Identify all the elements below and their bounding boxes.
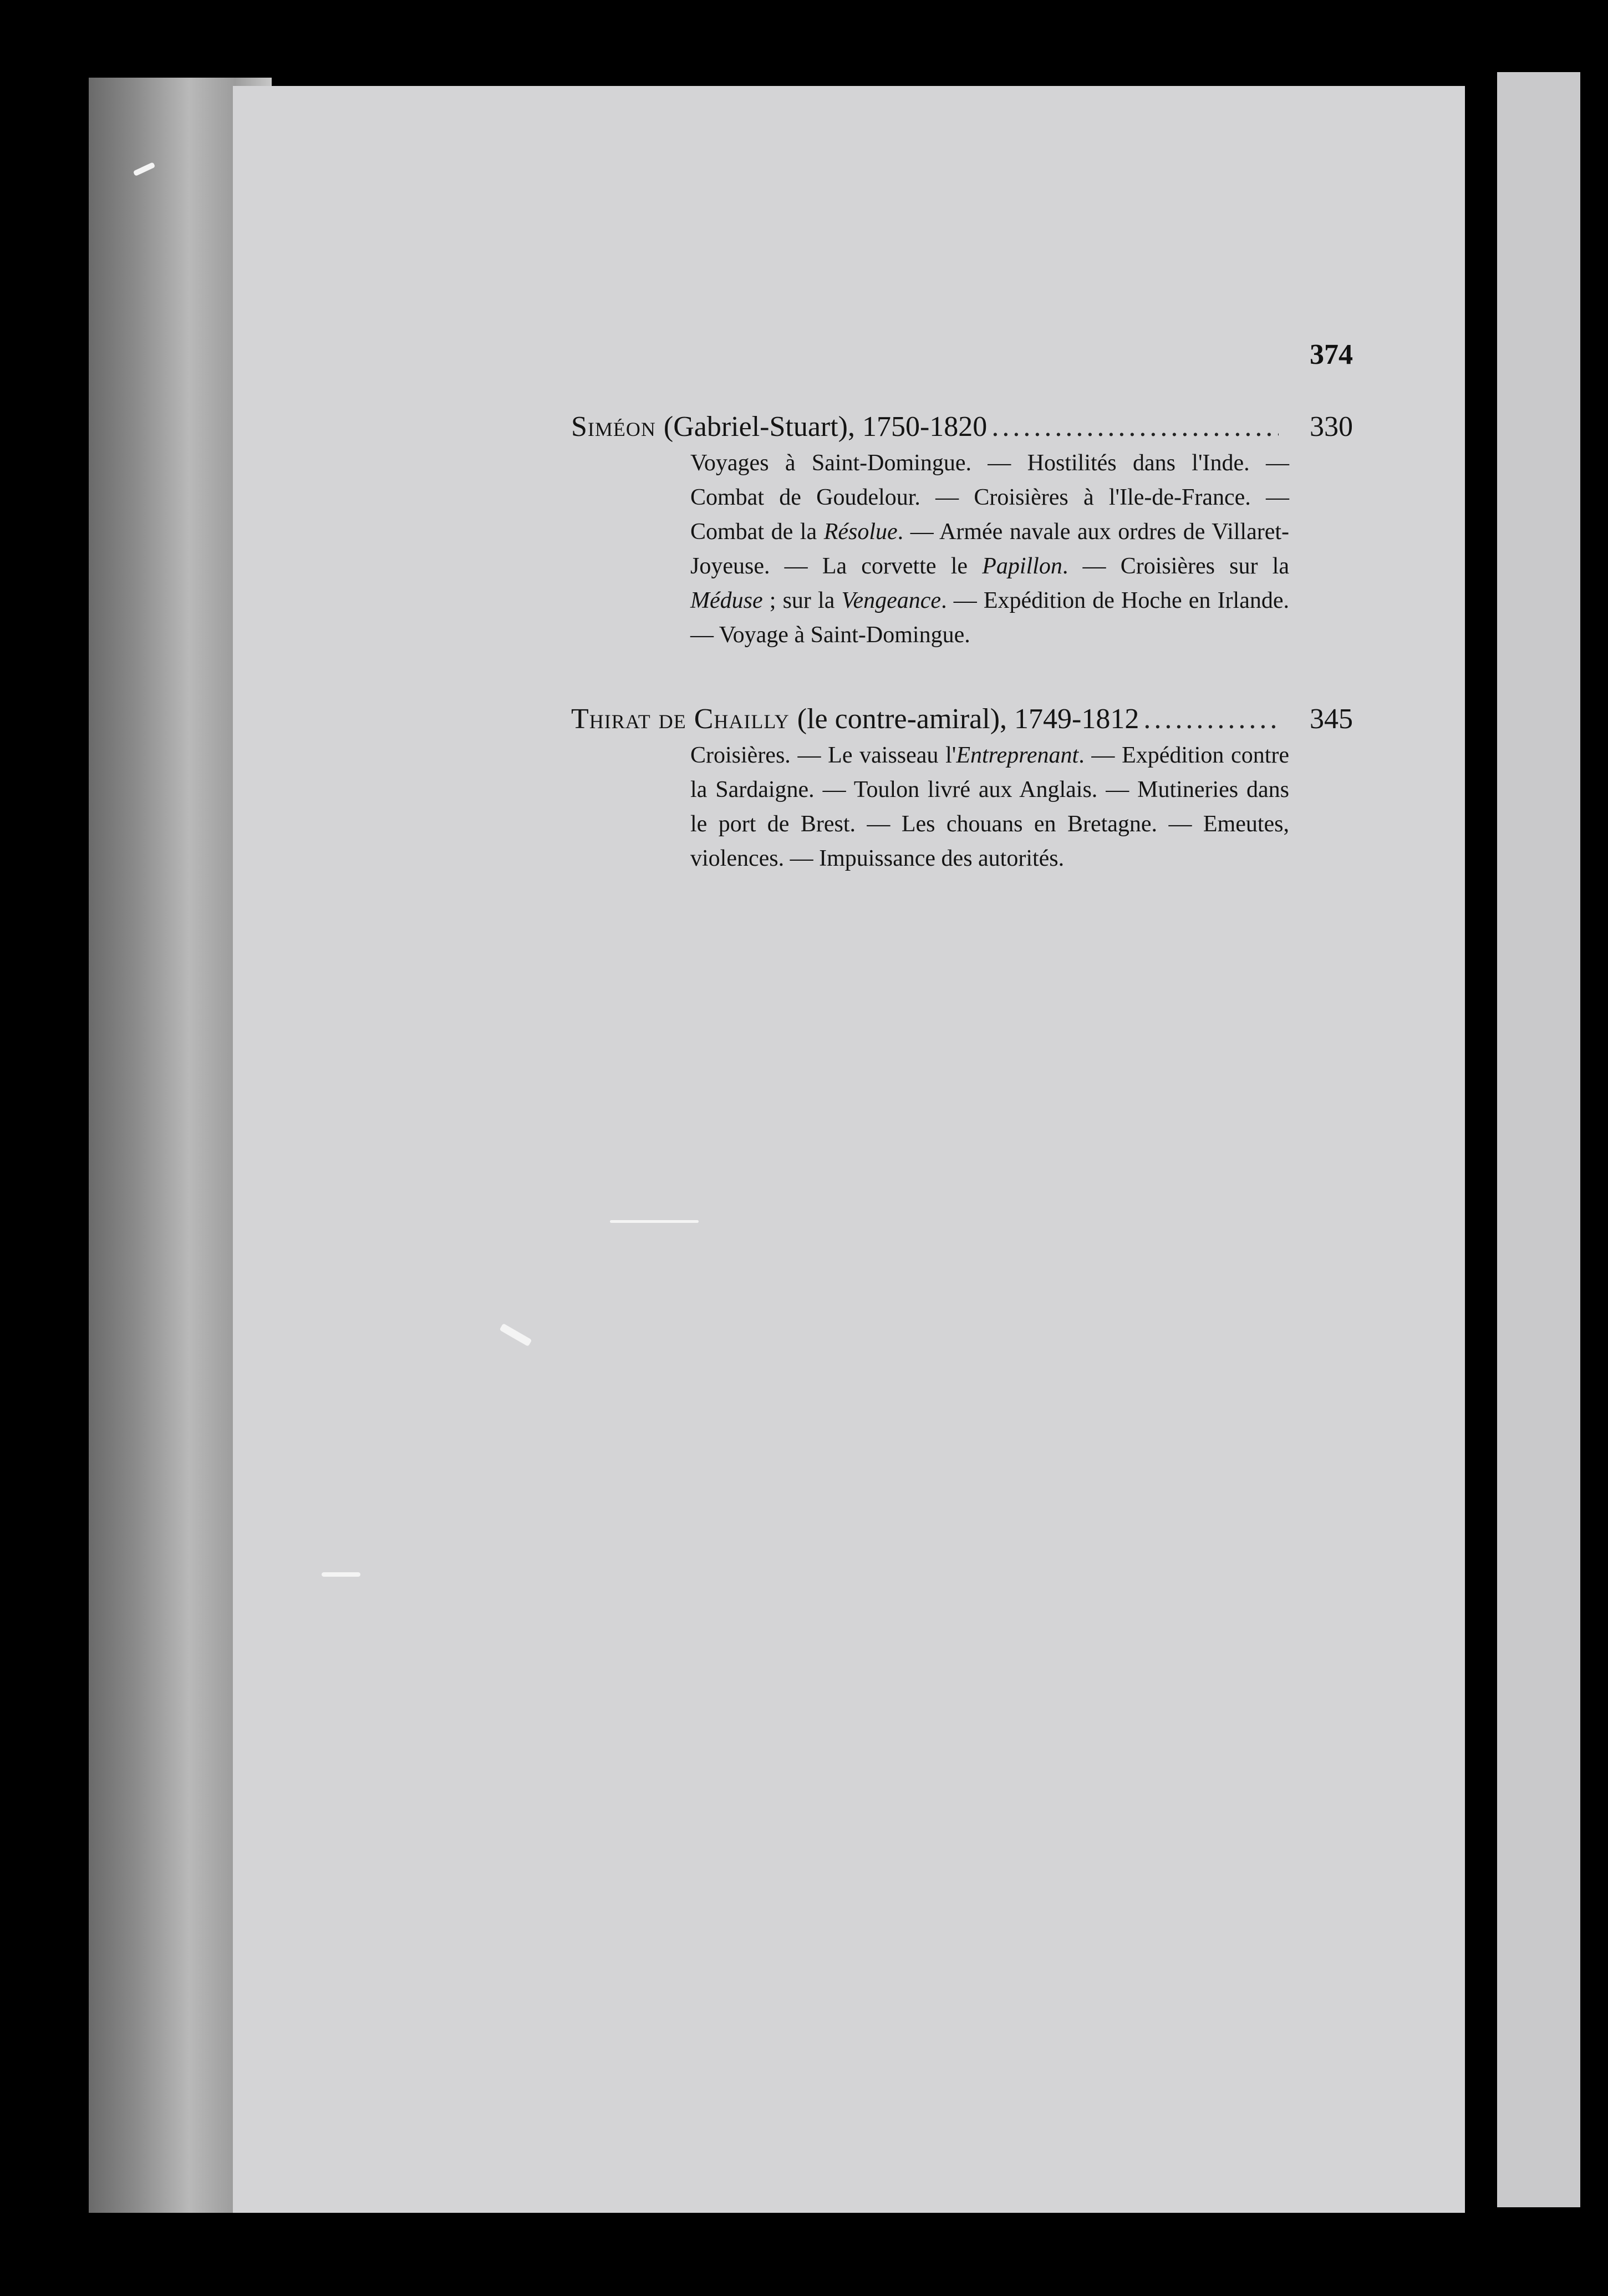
entry-page-ref: 330	[1310, 411, 1353, 443]
page-gutter-shadow	[1465, 67, 1477, 2218]
entry-summary	[690, 738, 1289, 876]
page-number: 374	[1310, 339, 1353, 370]
entry-details: (Gabriel-Stuart), 1750-1820	[663, 411, 988, 443]
summary-text: . — Armée navale aux ordres de Villaret-Joyeuse. — La corvette le	[690, 519, 1289, 579]
scan-speck	[610, 1220, 699, 1223]
summary-text: . — Croisières sur la	[1062, 553, 1289, 579]
summary-italic-text: Méduse	[690, 588, 763, 613]
entry-heading	[571, 409, 1353, 445]
summary-italic-text: Résolue	[823, 519, 898, 545]
entry-page-ref: 345	[1310, 703, 1353, 735]
summary-text: Voyages à Saint-Domingue. — Hostilités dans l'Inde. — Combat de Goudelour. — Croisières à l'Ile-de-France. — Combat de la	[690, 450, 1289, 545]
summary-text: . — Expédition contre la Sardaigne. — Toulon livré aux Anglais. — Mutineries dans le port de Brest. — Les chouans en Bretagne. — Emeutes, violences. — Impuissance des autorités.	[690, 743, 1289, 871]
adjacent-page	[1497, 72, 1580, 2207]
entry-details: (le contre-amiral), 1749-1812	[797, 703, 1139, 735]
index-entry	[571, 409, 1353, 652]
summary-italic-text: Papillon	[982, 553, 1062, 579]
book-page	[233, 86, 1465, 2213]
summary-text: Croisières. — Le vaisseau l'	[690, 743, 956, 768]
dot-leader	[1143, 702, 1279, 737]
index-entry	[571, 702, 1353, 876]
summary-italic-text: Entreprenant	[956, 743, 1079, 768]
entry-name: Thirat de Chailly	[571, 703, 790, 735]
summary-text: ; sur la	[762, 588, 842, 613]
entry-summary	[690, 446, 1289, 652]
summary-italic-text: Vengeance	[841, 588, 942, 613]
scan-speck	[322, 1572, 360, 1577]
entry-heading	[571, 702, 1353, 737]
dot-leader	[991, 409, 1279, 445]
summary-text: . — Expédition de Hoche en Irlande. — Voyage à Saint-Domingue.	[690, 588, 1289, 648]
entry-name: Siméon	[571, 411, 656, 443]
